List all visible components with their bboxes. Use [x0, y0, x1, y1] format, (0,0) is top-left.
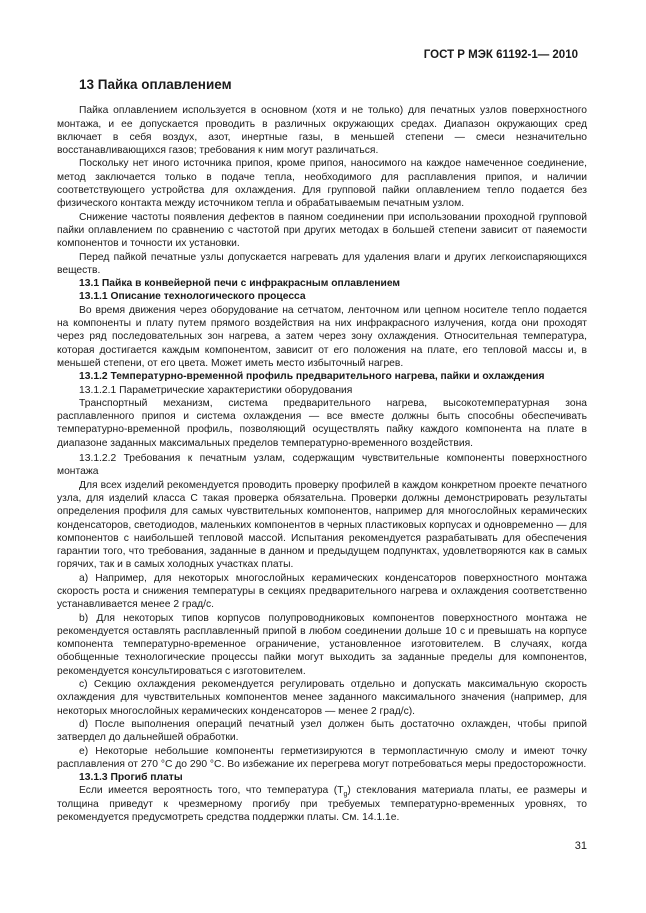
text-run: ) стеклования материала платы, ее размеры и толщина приведут к чрезмерному прогибу при требуемых температурно-временных уровнях, то рекомендуется предусмотреть средства поддержки платы. См. 14.1.1е. — [57, 785, 587, 824]
list-item: a) Например, для некоторых многослойных керамических конденсаторов поверхностного монтажа скорость роста и снижения температуры в секциях предварительного нагрева и охлаждения соответственно устанавливается менее 2 град/с. — [57, 572, 587, 611]
paragraph — [57, 784, 587, 824]
paragraph: Снижение частоты появления дефектов в паяном соединении при использовании проходной групповой пайки оплавлением по сравнению с частотой при других методах в большей степени зависит от паяемости компонентов и точности их установки. — [57, 211, 587, 250]
clause-heading: 13.1.2.2 Требования к печатным узлам, содержащим чувствительные компоненты поверхностного монтажа — [57, 453, 587, 478]
document-code-header: ГОСТ Р МЭК 61192-1— 2010 — [423, 49, 578, 61]
subsection-heading: 13.1 Пайка в конвейерной печи с инфракрасным оплавлением — [79, 278, 401, 290]
list-item: c) Секцию охлаждения рекомендуется регулировать отдельно и допускать максимальную скорость охлаждения для чувствительных компонентов менее заданного максимального значения (например, для некоторых многослойных керамических конденсаторов — менее 2 град/с). — [57, 679, 587, 717]
paragraph: Поскольку нет иного источника припоя, кроме припоя, наносимого на каждое намеченное соединение, метод заключается только в подаче тепла, необходимого для расплавления припоя, и наличии соответствующего устройства для охлаждения. Для групповой пайки оплавлением тепло подается без физического контакта между источником тепла и обрабатываемым печатным узлом. — [57, 158, 587, 210]
subscript: g — [343, 791, 348, 799]
subsection-heading: 13.1.3 Прогиб платы — [79, 772, 183, 784]
paragraph: Транспортный механизм, система предварительного нагрева, высокотемпературная зона расплавленного припоя и система охлаждения — все вместе должны быть способны обеспечивать температурно-временной профиль, позволяющий осуществлять пайку каждого компонента на плате в диапазоне заданных максимальных пределов температурно-временного воздействия. — [57, 397, 587, 449]
paragraph: Во время движения через оборудование на сетчатом, ленточном или цепном носителе тепло подается на компоненты и плату путем прямого воздействия на них инфракрасного излучения, когда они проходят через ряд последовательных зон нагрева, а затем через зону охлаждения. Относительная температура, которая достигается каждым компонентом, зависит от его положения на плате, его тепловой массы и, в меньшей степени, от его цвета. Может иметь место избыточный нагрев. — [57, 304, 587, 369]
paragraph: Пайка оплавлением используется в основном (хотя и не только) для печатных узлов поверхностного монтажа, и ее допускается проводить в различных окружающих средах. Диапазон окружающих сред включает в себя воздух, азот, инертные газы, в меньшей степени — смеси незначительно восстанавливающихся газов; требования к ним могут различаться. — [57, 105, 587, 157]
list-item: b) Для некоторых типов корпусов полупроводниковых компонентов поверхностного монтажа не рекомендуется оставлять расплавленный припой в любом соединении дольше 10 с и превышать на корпусе компонента температурно-временное ограничение, установленное изготовителем. В случаях, когда обобщенные технологические процессы пайки могут выходить за заданные пределы для компонентов, рекомендуется консультироваться с изготовителем. — [57, 612, 587, 677]
clause-heading: 13.1.2.1 Параметрические характеристики оборудования — [79, 384, 353, 396]
paragraph: Перед пайкой печатные узлы допускается нагревать для удаления влаги и других легкоиспаряющихся веществ. — [57, 251, 587, 276]
text-run: Если имеется вероятность того, что температура (T — [79, 785, 344, 797]
paragraph: Для всех изделий рекомендуется проводить проверку профилей в каждом конкретном проекте печатного узла, для изделий класса С такая проверка обязательна. Проверки должны демонстрировать результаты определения профиля для самых чувствительных компонентов, например для многослойных керамических конденсаторов, светодиодов, маленьких компонентов в черных пластиковых корпусах и одновременно — для компонентов с наибольшей тепловой массой. Испытания рекомендуется разрабатывать для обеспечения гарантии того, что требования, заданные в данном и предыдущем подпунктах, удовлетворяются как в самых горячих, так и в самых холодных участках платы. — [57, 479, 587, 571]
section-title: 13 Пайка оплавлением — [79, 77, 232, 92]
page-number: 31 — [574, 840, 587, 852]
subsection-heading: 13.1.1 Описание технологического процесса — [79, 291, 306, 303]
list-item: e) Некоторые небольшие компоненты герметизируются в термопластичную смолу и имеют точку расплавления от 270 °С до 290 °С. Во избежание их перегрева могут потребоваться меры предосторожности. — [57, 745, 587, 770]
page-content — [57, 78, 587, 824]
subsection-heading: 13.1.2 Температурно-временной профиль предварительного нагрева, пайки и охлаждения — [79, 371, 545, 383]
list-item: d) После выполнения операций печатный узел должен быть достаточно охлажден, чтобы припой затвердел до дальнейшей обработки. — [57, 718, 587, 744]
